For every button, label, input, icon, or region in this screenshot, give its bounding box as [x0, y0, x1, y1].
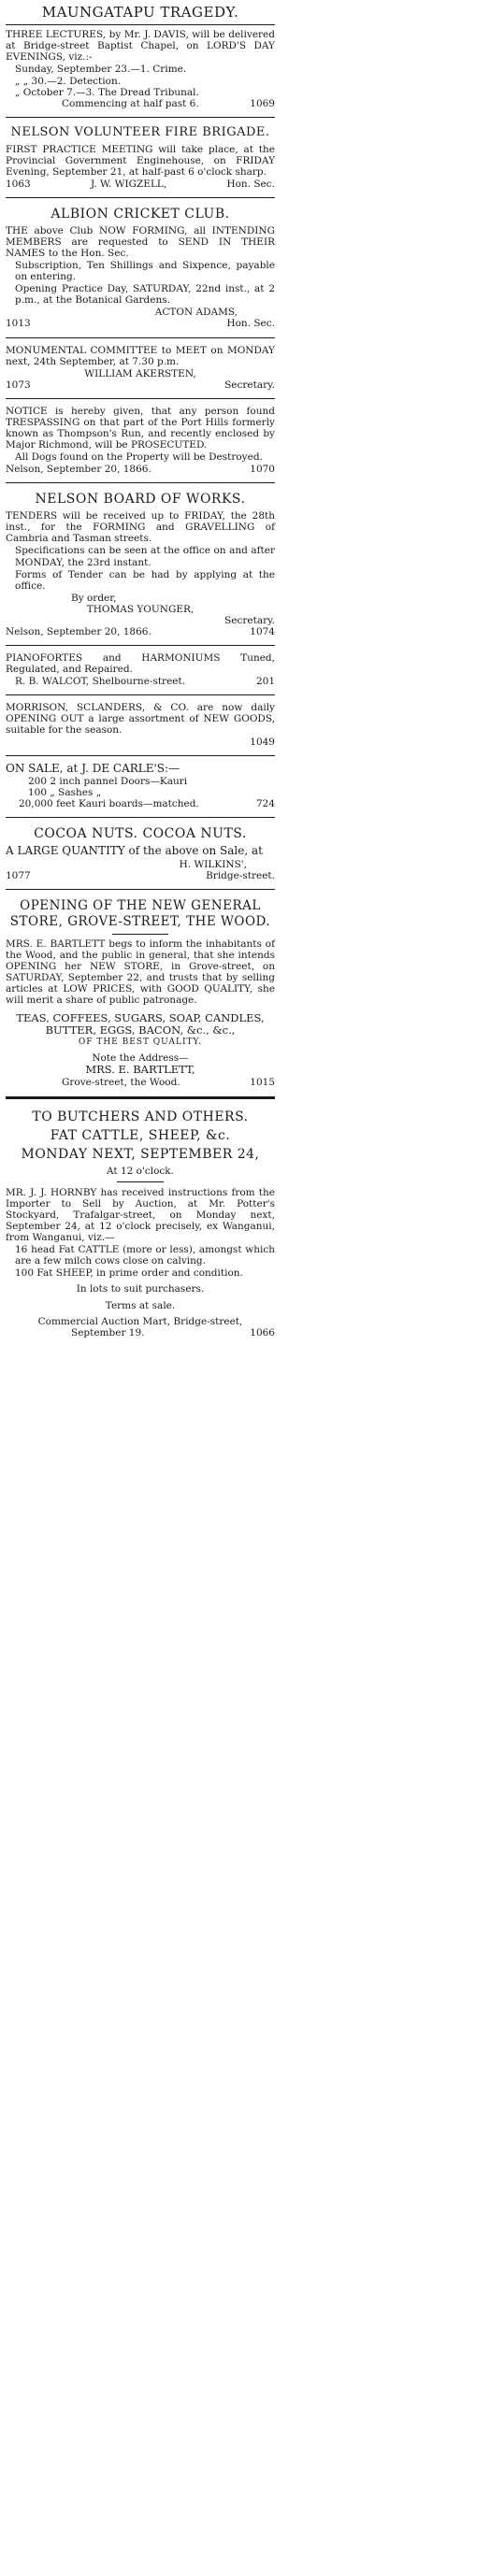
ad-heading: NELSON BOARD OF WORKS.	[35, 492, 246, 508]
ad-signer-row	[6, 179, 275, 190]
ad-goods: TEAS, COFFEES, SUGARS, SOAP, CANDLES, BUTTER, EGGS, BACON, &c., &c.,	[16, 1010, 265, 1037]
divider	[6, 694, 275, 695]
ad-number-row	[6, 318, 275, 329]
lecture-line: Sunday, September 23.—1. Crime.	[15, 64, 187, 76]
ad-forms: Forms of Tender can be had by applying at the office.	[15, 568, 275, 592]
ad-signer: R. B. WALCOT, Shelbourne-street.	[15, 676, 186, 688]
ad-terms: Terms at sale.	[105, 1299, 176, 1311]
divider	[112, 934, 168, 935]
ad-notice	[6, 403, 275, 479]
ad-date-row	[6, 464, 275, 475]
ad-note: Note the Address—	[92, 1052, 189, 1065]
ad-heading: TO BUTCHERS AND OTHERS.	[32, 1109, 249, 1124]
ad-heading: NELSON VOLUNTEER FIRE BRIGADE.	[10, 124, 270, 139]
divider	[6, 755, 275, 756]
ad-heading: OPENING OF THE NEW GENERAL STORE, GROVE-STREET, THE WOOD.	[9, 898, 271, 930]
ad-cocoa-nuts	[6, 822, 275, 885]
ad-role: Secretary.	[224, 379, 275, 391]
divider	[6, 24, 275, 25]
ad-practice: Opening Practice Day, SATURDAY, 22nd inst., at 2 p.m., at the Botanical Gardens.	[15, 283, 275, 307]
ad-footer-row	[6, 98, 275, 109]
ad-body: MORRISON, SCLANDERS, & CO. are now daily OPENING OUT a large assortment of NEW GOODS, suitable for the season.	[6, 702, 275, 737]
ad-date-row	[6, 1327, 275, 1338]
ad-title: ON SALE, at J. DE CARLE'S:—	[6, 762, 180, 776]
ad-board-of-works	[6, 487, 275, 641]
ad-signer-row	[6, 676, 275, 687]
ad-number: 201	[255, 676, 275, 688]
ad-heading: FAT CATTLE, SHEEP, &c.	[50, 1127, 231, 1143]
ad-number: 1077	[6, 870, 31, 882]
ad-number: 1063	[6, 178, 31, 190]
ad-number: 1070	[250, 464, 275, 476]
ad-number: 1066	[250, 1326, 275, 1338]
sale-last-row	[6, 798, 275, 809]
ad-number: 1013	[6, 318, 31, 330]
divider	[6, 645, 275, 646]
lecture-line: „ October 7.—3. The Dread Tribunal.	[15, 86, 199, 98]
ad-role: Hon. Sec.	[226, 178, 275, 190]
ad-number: 1074	[250, 625, 275, 637]
ad-sheep: 100 Fat SHEEP, in prime order and condition.	[15, 1267, 243, 1280]
ad-heading: MONDAY NEXT, SEPTEMBER 24,	[21, 1146, 260, 1162]
ad-dogs: All Dogs found on the Property will be Destroyed.	[15, 451, 263, 464]
ad-signer: WILLIAM AKERSTEN,	[84, 367, 196, 379]
sale-line: 20,000 feet Kauri boards—matched.	[19, 798, 199, 810]
ad-signer: THOMAS YOUNGER,	[86, 603, 195, 615]
divider-thick	[6, 1096, 275, 1099]
ad-time: At 12 o'clock.	[106, 1165, 174, 1177]
divider	[6, 817, 275, 818]
ad-bartlett-store	[6, 894, 275, 1091]
ad-date: Nelson, September 20, 1866.	[6, 625, 151, 637]
ad-signer: J. W. WIGZELL,	[90, 178, 167, 190]
ad-signer: ACTON ADAMS,	[154, 307, 238, 319]
ad-butchers	[6, 1105, 275, 1342]
ad-heading: ALBION CRICKET CLUB.	[50, 206, 230, 222]
ad-number: 1073	[6, 379, 31, 391]
ad-date-row	[6, 626, 275, 637]
ad-by-order: By order,	[71, 592, 117, 604]
ad-place-row	[6, 1077, 275, 1088]
ad-quality: OF THE BEST QUALITY.	[78, 1037, 203, 1047]
ad-morrison	[6, 699, 275, 751]
ad-pianofortes	[6, 650, 275, 691]
ad-body: PIANOFORTES and HARMONIUMS Tuned, Regulated, and Repaired.	[6, 651, 275, 675]
ad-place: Grove-street, the Wood.	[62, 1076, 180, 1088]
sale-line: 100 „ Sashes „	[28, 787, 102, 799]
ad-heading: MAUNGATAPU TRAGEDY.	[41, 4, 239, 21]
ad-role: Hon. Sec.	[226, 318, 275, 330]
ad-role: Secretary.	[224, 614, 275, 626]
ad-body: THREE LECTURES, by Mr. J. DAVIS, will be delivered at Bridge-street Baptist Chapel, on LORD'S DAY EVENINGS, viz.:-	[6, 29, 275, 64]
ad-subscription: Subscription, Ten Shillings and Sixpence, payable on entering.	[15, 260, 275, 283]
divider	[6, 197, 275, 198]
divider	[6, 482, 275, 483]
ad-body: FIRST PRACTICE MEETING will take place, at the Provincial Government Enginehouse, on FRIDAY Evening, September 21, at half-past 6 o'clock sharp.	[6, 143, 275, 178]
ad-body: A LARGE QUANTITY of the above on Sale, at	[6, 844, 263, 858]
divider	[6, 398, 275, 399]
divider	[117, 1181, 164, 1182]
ad-date: Nelson, September 20, 1866.	[6, 464, 151, 476]
ad-number: 1015	[250, 1076, 275, 1088]
ad-cattle: 16 head Fat CATTLE (more or less), amongst which are a few milch cows close on calving.	[15, 1244, 275, 1267]
ad-signer: MRS. E. BARTLETT,	[85, 1063, 195, 1077]
ad-footer: Commencing at half past 6.	[62, 97, 199, 109]
divider	[6, 117, 275, 118]
ad-body: THE above Club NOW FORMING, all INTENDING MEMBERS are requested to SEND IN THEIR NAMES to the Hon. Sec.	[6, 224, 275, 260]
ad-body: MR. J. J. HORNBY has received instructions from the Importer to Sell by Auction, at Mr. Potter's Stockyard, Trafalgar-street, on Monday next, September 24, at 12 o'clock precisely, ex Wanganui, from Wanganui, viz.—	[6, 1186, 275, 1244]
ad-date: September 19.	[71, 1326, 145, 1338]
ad-fire-brigade	[6, 122, 275, 193]
ad-specs: Specifications can be seen at the office on and after MONDAY, the 23rd instant.	[15, 545, 275, 568]
ad-number: 1069	[250, 97, 275, 109]
ad-number-row	[6, 379, 275, 391]
ad-place: Bridge-street.	[206, 870, 275, 882]
ad-de-carle	[6, 760, 275, 813]
ad-body: NOTICE is hereby given, that any person found TRESPASSING on that part of the Port Hills formerly known as Thompson's Run, and recently enclosed by Major Richmond, will be PROSECUTED.	[6, 405, 275, 451]
ad-body: MRS. E. BARTLETT begs to inform the inhabitants of the Wood, and the public in general, that she intends OPENING her NEW STORE, in Grove-street, on SATURDAY, September 22, and trusts that by selling articles at LOW PRICES, with GOOD QUALITY, she will merit a share of public patronage.	[6, 938, 275, 1007]
ad-maungatapu	[6, 0, 275, 113]
ad-body: TENDERS will be received up to FRIDAY, the 28th inst., for the FORMING and GRAVELLING of Cambria and Tasman streets.	[6, 510, 275, 545]
ad-number-row	[6, 870, 275, 881]
ad-number: 724	[255, 798, 275, 810]
ad-signer: H. WILKINS',	[179, 859, 247, 871]
divider	[6, 337, 275, 338]
ad-monument	[6, 342, 275, 394]
ad-mart: Commercial Auction Mart, Bridge-street,	[37, 1315, 243, 1327]
ad-heading: COCOA NUTS. COCOA NUTS.	[34, 826, 247, 842]
ad-number: 1049	[250, 737, 275, 749]
sale-line: 200 2 inch pannel Doors—Kauri	[28, 776, 188, 788]
ad-cricket	[6, 202, 275, 334]
ad-lots: In lots to suit purchasers.	[76, 1283, 205, 1295]
ad-body: MONUMENTAL COMMITTEE to MEET on MONDAY next, 24th September, at 7.30 p.m.	[6, 344, 275, 367]
lecture-line: „ „ 30.—2. Detection.	[15, 75, 122, 87]
divider	[6, 889, 275, 890]
